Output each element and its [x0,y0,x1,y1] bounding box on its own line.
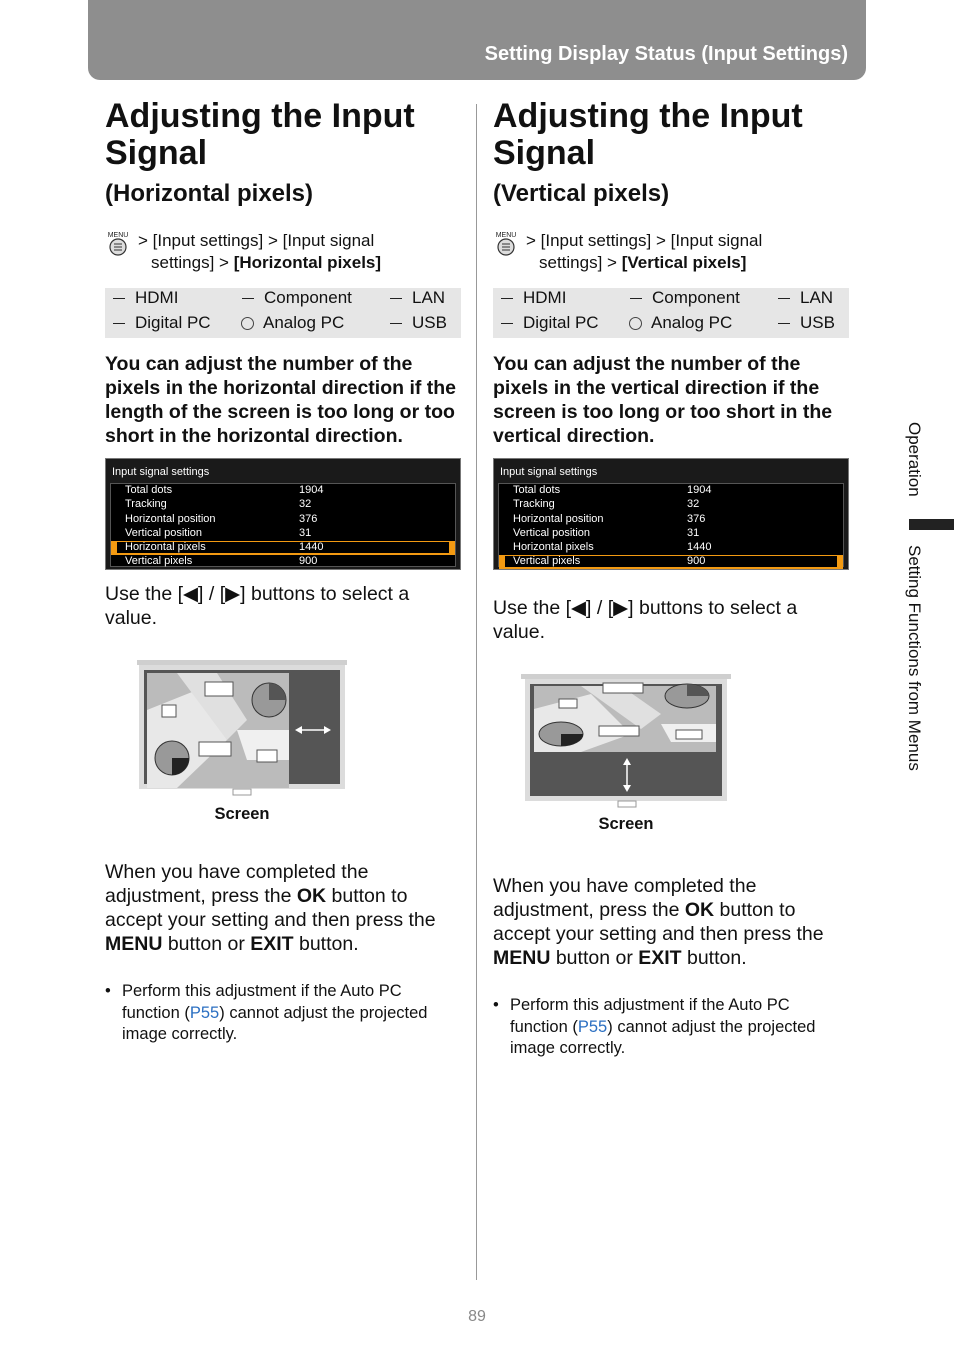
right-title: Adjusting the Input Signal [493,97,803,172]
side-tab-chapter: Setting Functions from Menus [905,545,924,771]
path-line-1: > [Input settings] > [Input signal [138,231,375,250]
input-analog-pc: Analog PC [629,313,732,333]
projection-screen-image [137,660,347,800]
input-usb: USB [778,313,835,333]
left-completion-text: When you have completed the adjustment, press the OK button to accept your setting and then press the MENU button or EXIT button. [105,861,436,955]
path-line-2: settings] > [Vertical pixels] [539,253,747,272]
right-arrow-icon: ▶ [613,597,629,619]
screen-label: Screen [214,805,270,823]
side-tab-marker [909,519,954,530]
left-note: • Perform this adjustment if the Auto PC function (P55) cannot adjust the projected image correctly. [105,982,428,1043]
page-number: 89 [468,1308,486,1325]
input-component: Component [630,288,740,308]
left-column [105,98,461,1046]
page-link-p55[interactable]: P55 [577,1017,608,1036]
projection-screen-image [521,674,731,810]
osd-row-selected[interactable]: Horizontal pixels 1440 [111,541,455,555]
osd-row[interactable]: Total dots 1904 [513,484,712,496]
right-completion-text: When you have completed the adjustment, press the OK button to accept your setting and then press the MENU button or EXIT button. [493,875,824,969]
side-tab-section: Operation [905,422,924,497]
input-lan: LAN [778,288,833,308]
input-digital-pc: Digital PC [113,313,211,333]
input-hdmi: HDMI [113,288,178,308]
osd-row[interactable]: Total dots 1904 [125,484,324,496]
input-analog-pc: Analog PC [241,313,344,333]
left-menu-path [105,230,461,274]
osd-title: Input signal settings [500,466,598,478]
osd-row[interactable]: Tracking 32 [513,498,700,510]
menu-button-icon [105,230,131,256]
right-menu-path [493,230,849,274]
input-lan: LAN [390,288,445,308]
right-column [493,98,849,1060]
osd-row[interactable]: Horizontal position 376 [513,512,706,525]
right-lead-text: You can adjust the number of the pixels in the vertical direction if the screen is too long or too short in the vertical direction. [493,353,833,447]
left-lead-text: You can adjust the number of the pixels in the horizontal direction if the length of the screen is too long or too short in the horizontal direction. [105,353,457,447]
left-title: Adjusting the Input Signal [105,97,415,172]
osd-list [498,483,844,567]
left-use-buttons-text: Use the [◀] / [▶] buttons to select a value. [105,583,410,629]
path-line-2: settings] > [Horizontal pixels] [151,253,382,272]
right-note: • Perform this adjustment if the Auto PC function (P55) cannot adjust the projected image correctly. [493,996,816,1057]
horizontal-screen-illustration [137,660,347,824]
left-subtitle: (Horizontal pixels) [105,180,314,207]
osd-row[interactable]: Horizontal position 376 [125,512,318,525]
input-hdmi: HDMI [501,288,566,308]
osd-title: Input signal settings [112,466,210,478]
page-header [88,0,866,80]
left-arrow-icon: ◀ [571,597,587,619]
page-link-p55[interactable]: P55 [189,1003,220,1022]
column-divider [476,104,477,1280]
header-title: Setting Display Status (Input Settings) [484,43,848,65]
osd-list [110,483,456,567]
osd-row-selected[interactable]: Vertical pixels 900 [499,555,843,569]
right-use-buttons-text: Use the [◀] / [▶] buttons to select a value. [493,597,798,643]
input-component: Component [242,288,352,308]
osd-row[interactable]: Tracking 32 [125,498,312,510]
screen-label: Screen [598,815,654,833]
osd-row[interactable]: Vertical pixels 900 [125,555,318,567]
menu-button-icon [493,230,519,256]
osd-input-signal-settings [493,458,849,570]
osd-row[interactable]: Horizontal pixels 1440 [513,541,712,553]
input-availability-table [493,288,849,338]
vertical-screen-illustration [521,674,731,834]
osd-row[interactable]: Vertical position 31 [513,527,700,539]
input-digital-pc: Digital PC [501,313,599,333]
svg-text:MENU: MENU [495,232,517,239]
osd-input-signal-settings [105,458,461,570]
right-arrow-icon: ▶ [225,583,241,605]
right-subtitle: (Vertical pixels) [493,180,670,207]
left-arrow-icon: ◀ [183,583,199,605]
input-usb: USB [390,313,447,333]
osd-row[interactable]: Vertical position 31 [125,527,312,539]
input-availability-table [105,288,461,338]
path-line-1: > [Input settings] > [Input signal [526,231,763,250]
svg-text:MENU: MENU [107,232,129,239]
